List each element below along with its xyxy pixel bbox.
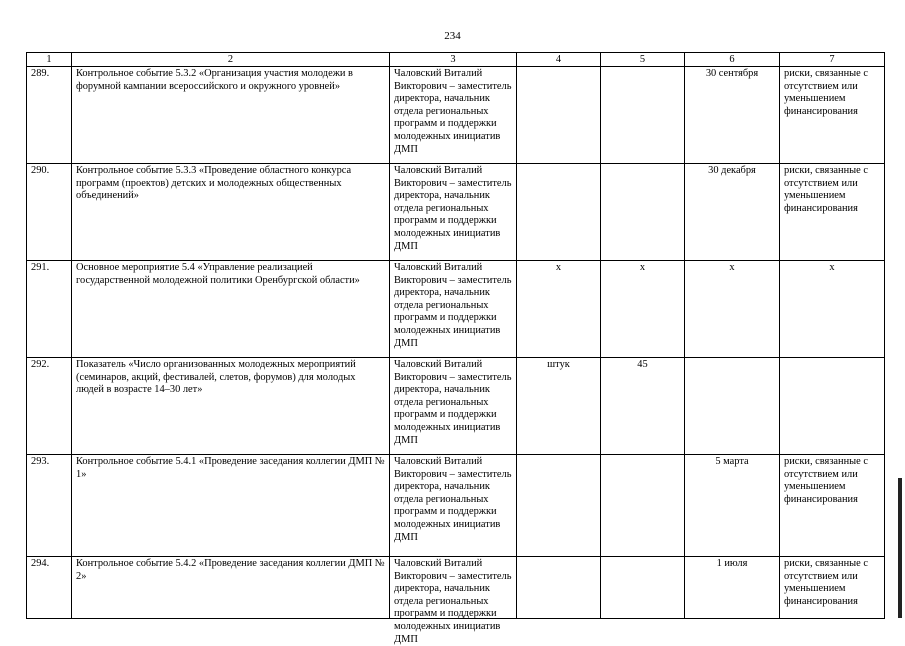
- table-row: [27, 261, 885, 358]
- value-cell: х: [639, 262, 646, 273]
- date-cell: 5 марта: [715, 456, 749, 467]
- date-cell: 1 июля: [716, 558, 748, 569]
- page-number: 234: [444, 30, 461, 42]
- date-cell: [689, 359, 775, 454]
- table-row: [27, 557, 885, 619]
- column-header: 2: [72, 53, 390, 67]
- value-cell: [605, 68, 680, 163]
- row-number: 289.: [31, 68, 50, 79]
- event-name: Контрольное событие 5.4.1 «Проведение заседания коллегии ДМП № 1»: [76, 456, 385, 480]
- unit-cell: [521, 456, 596, 556]
- unit-cell: [521, 165, 596, 260]
- value-cell: [605, 165, 680, 260]
- row-number: 292.: [31, 359, 50, 370]
- column-header: 1: [27, 53, 72, 67]
- unit-cell: [521, 68, 596, 163]
- column-header: 6: [685, 53, 780, 67]
- risks-cell: риски, связанные с отсутствием или уменьшением финансирования: [784, 68, 868, 117]
- column-header: 5: [601, 53, 685, 67]
- column-header: 4: [517, 53, 601, 67]
- risks-cell: риски, связанные с отсутствием или уменьшением финансирования: [784, 558, 868, 607]
- unit-cell: х: [555, 262, 562, 273]
- responsible-person: Чаловский Виталий Викторович – заместитель директора, начальник отдела региональных программ и поддержки молодежных инициатив ДМП: [394, 68, 512, 155]
- date-cell: 30 сентября: [705, 68, 759, 79]
- event-name: Контрольное событие 5.3.3 «Проведение областного конкурса программ (проектов) детских и молодежных общественных объединений»: [76, 165, 352, 202]
- responsible-person: Чаловский Виталий Викторович – заместитель директора, начальник отдела региональных программ и поддержки молодежных инициатив ДМП: [394, 165, 512, 252]
- event-name: Основное мероприятие 5.4 «Управление реализацией государственной молодежной политики Оренбургской области»: [76, 262, 360, 286]
- row-number: 294.: [31, 558, 50, 569]
- date-cell: х: [729, 262, 735, 273]
- table-row: [27, 67, 885, 164]
- event-name: Показатель «Число организованных молодежных мероприятий (семинаров, акций, фестивалей, слетов, форумов) для молодых людей в возрасте 14–30 лет»: [76, 359, 356, 396]
- row-number: 291.: [31, 262, 50, 273]
- event-name: Контрольное событие 5.4.2 «Проведение заседания коллегии ДМП № 2»: [76, 558, 385, 582]
- activity-table: [26, 52, 885, 645]
- responsible-person: Чаловский Виталий Викторович – заместитель директора, начальник отдела региональных программ и поддержки молодежных инициатив ДМП: [394, 262, 512, 349]
- row-number: 293.: [31, 456, 50, 467]
- risks-cell: х: [829, 262, 835, 273]
- responsible-person: Чаловский Виталий Викторович – заместитель директора, начальник отдела региональных программ и поддержки молодежных инициатив ДМП: [394, 359, 512, 446]
- unit-cell: [521, 558, 596, 618]
- column-header: 7: [780, 53, 885, 67]
- value-cell: 45: [637, 359, 648, 370]
- unit-cell: штук: [547, 359, 570, 370]
- scan-edge-mark: [898, 478, 902, 618]
- risks-cell: риски, связанные с отсутствием или уменьшением финансирования: [784, 456, 868, 505]
- date-cell: 30 декабря: [708, 165, 756, 176]
- table-header-row: [27, 53, 885, 67]
- responsible-person: Чаловский Виталий Викторович – заместитель директора, начальник отдела региональных программ и поддержки молодежных инициатив ДМП: [394, 558, 512, 645]
- responsible-person: Чаловский Виталий Викторович – заместитель директора, начальник отдела региональных программ и поддержки молодежных инициатив ДМП: [394, 456, 512, 543]
- table-row: [27, 164, 885, 261]
- value-cell: [605, 456, 680, 556]
- table-row: [27, 455, 885, 557]
- table-row: [27, 358, 885, 455]
- risks-cell: риски, связанные с отсутствием или уменьшением финансирования: [784, 165, 868, 214]
- risks-cell: [784, 359, 880, 454]
- column-header: 3: [390, 53, 517, 67]
- event-name: Контрольное событие 5.3.2 «Организация участия молодежи в форумной кампании всероссийского и окружного уровней»: [76, 68, 353, 92]
- value-cell: [605, 558, 680, 618]
- row-number: 290.: [31, 165, 50, 176]
